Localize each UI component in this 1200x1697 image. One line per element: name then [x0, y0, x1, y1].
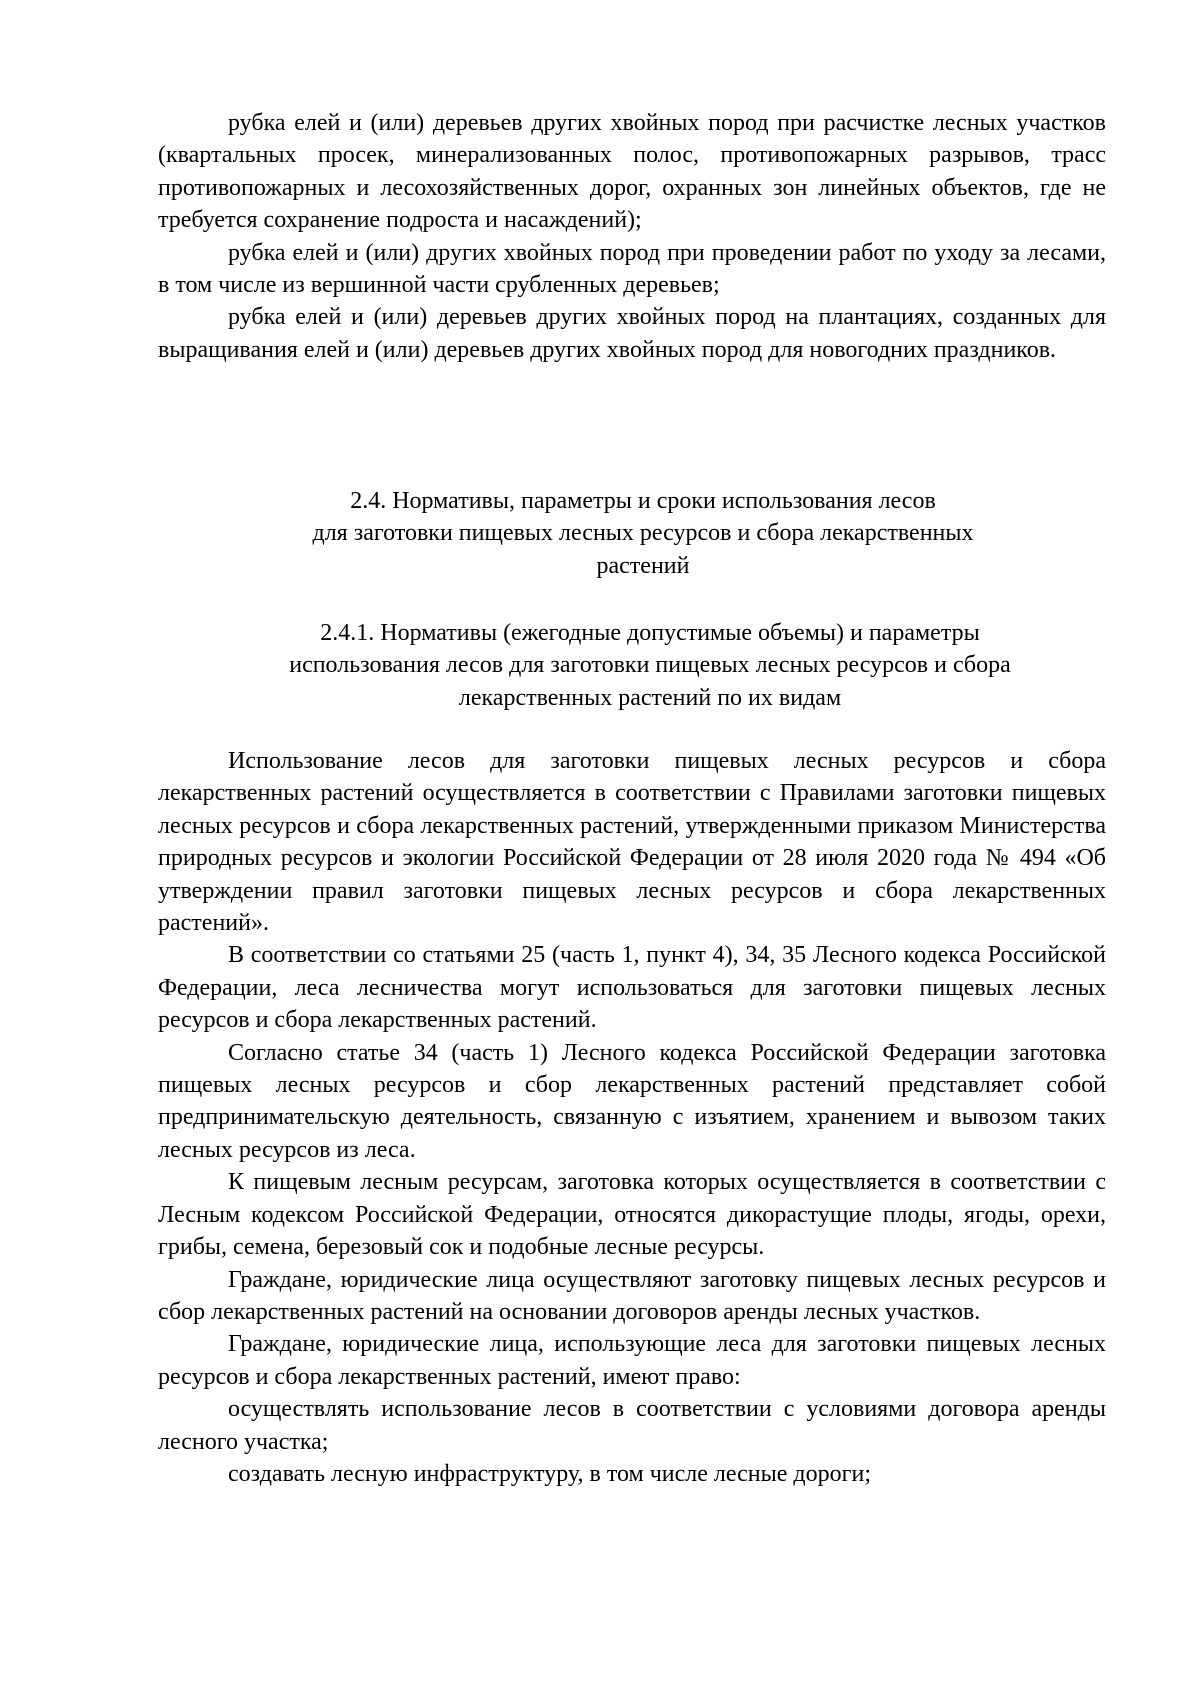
paragraph: рубка елей и (или) деревьев других хвойных пород при расчистке лесных участков (квартальных просек, минерализованных полос, противопожарных разрывов, трасс противопожарных и лесохозяйственных дорог, охранных зон линейных объектов, где не требуется сохранение подроста и насаждений); [158, 110, 1106, 234]
paragraph: Использование лесов для заготовки пищевых лесных ресурсов и сбора лекарственных растений осуществляется в соответствии с Правилами заготовки пищевых лесных ресурсов и сбора лекарственных растений, утвержденными приказом Министерства природных ресурсов и экологии Российской Федерации от 28 июля 2020 года № 494 «Об утверждении правил заготовки пищевых лесных ресурсов и сбора лекарственных растений». [158, 748, 1106, 937]
paragraph: Граждане, юридические лица, использующие леса для заготовки пищевых лесных ресурсов и сбора лекарственных растений, имеют право: [158, 1331, 1106, 1390]
paragraph: В соответствии со статьями 25 (часть 1, пункт 4), 34, 35 Лесного кодекса Российской Федерации, леса лесничества могут использоваться для заготовки пищевых лесных ресурсов и сбора лекарственных растений. [158, 942, 1106, 1034]
section-heading [220, 485, 1066, 582]
paragraph: Граждане, юридические лица осуществляют заготовку пищевых лесных ресурсов и сбор лекарственных растений на основании договоров аренды лесных участков. [158, 1266, 1106, 1325]
subsection-heading-line: лекарственных растений по их видам [458, 684, 842, 711]
paragraph: осуществлять использование лесов в соответствии с условиями договора аренды лесного участка; [158, 1396, 1106, 1455]
subsection-heading-line: использования лесов для заготовки пищевых лесных ресурсов и сбора [289, 652, 1011, 679]
section-heading-line: 2.4. Нормативы, параметры и сроки использования лесов [350, 488, 936, 514]
paragraph: Согласно статье 34 (часть 1) Лесного кодекса Российской Федерации заготовка пищевых лесных ресурсов и сбор лекарственных растений представляет собой предпринимательскую деятельность, связанную с изъятием, хранением и вывозом таких лесных ресурсов из леса. [158, 1039, 1106, 1163]
paragraph: К пищевым лесным ресурсам, заготовка которых осуществляется в соответствии с Лесным кодексом Российской Федерации, относятся дикорастущие плоды, ягоды, орехи, грибы, семена, березовый сок и подобные лесные ресурсы. [158, 1169, 1106, 1261]
section-heading-line: растений [596, 552, 690, 579]
section-heading-line: для заготовки пищевых лесных ресурсов и сбора лекарственных [312, 520, 974, 547]
subsection-heading [190, 617, 1110, 714]
intro-text [158, 107, 1106, 366]
body-text [158, 745, 1106, 1490]
paragraph: создавать лесную инфраструктуру, в том числе лесные дороги; [228, 1460, 871, 1487]
paragraph: рубка елей и (или) других хвойных пород при проведении работ по уходу за лесами, в том числе из вершинной части срубленных деревьев; [158, 239, 1106, 299]
paragraph: рубка елей и (или) деревьев других хвойных пород на плантациях, созданных для выращивания елей и (или) деревьев других хвойных пород для новогодних праздников. [158, 304, 1106, 363]
subsection-heading-line: 2.4.1. Нормативы (ежегодные допустимые объемы) и параметры [320, 620, 980, 646]
